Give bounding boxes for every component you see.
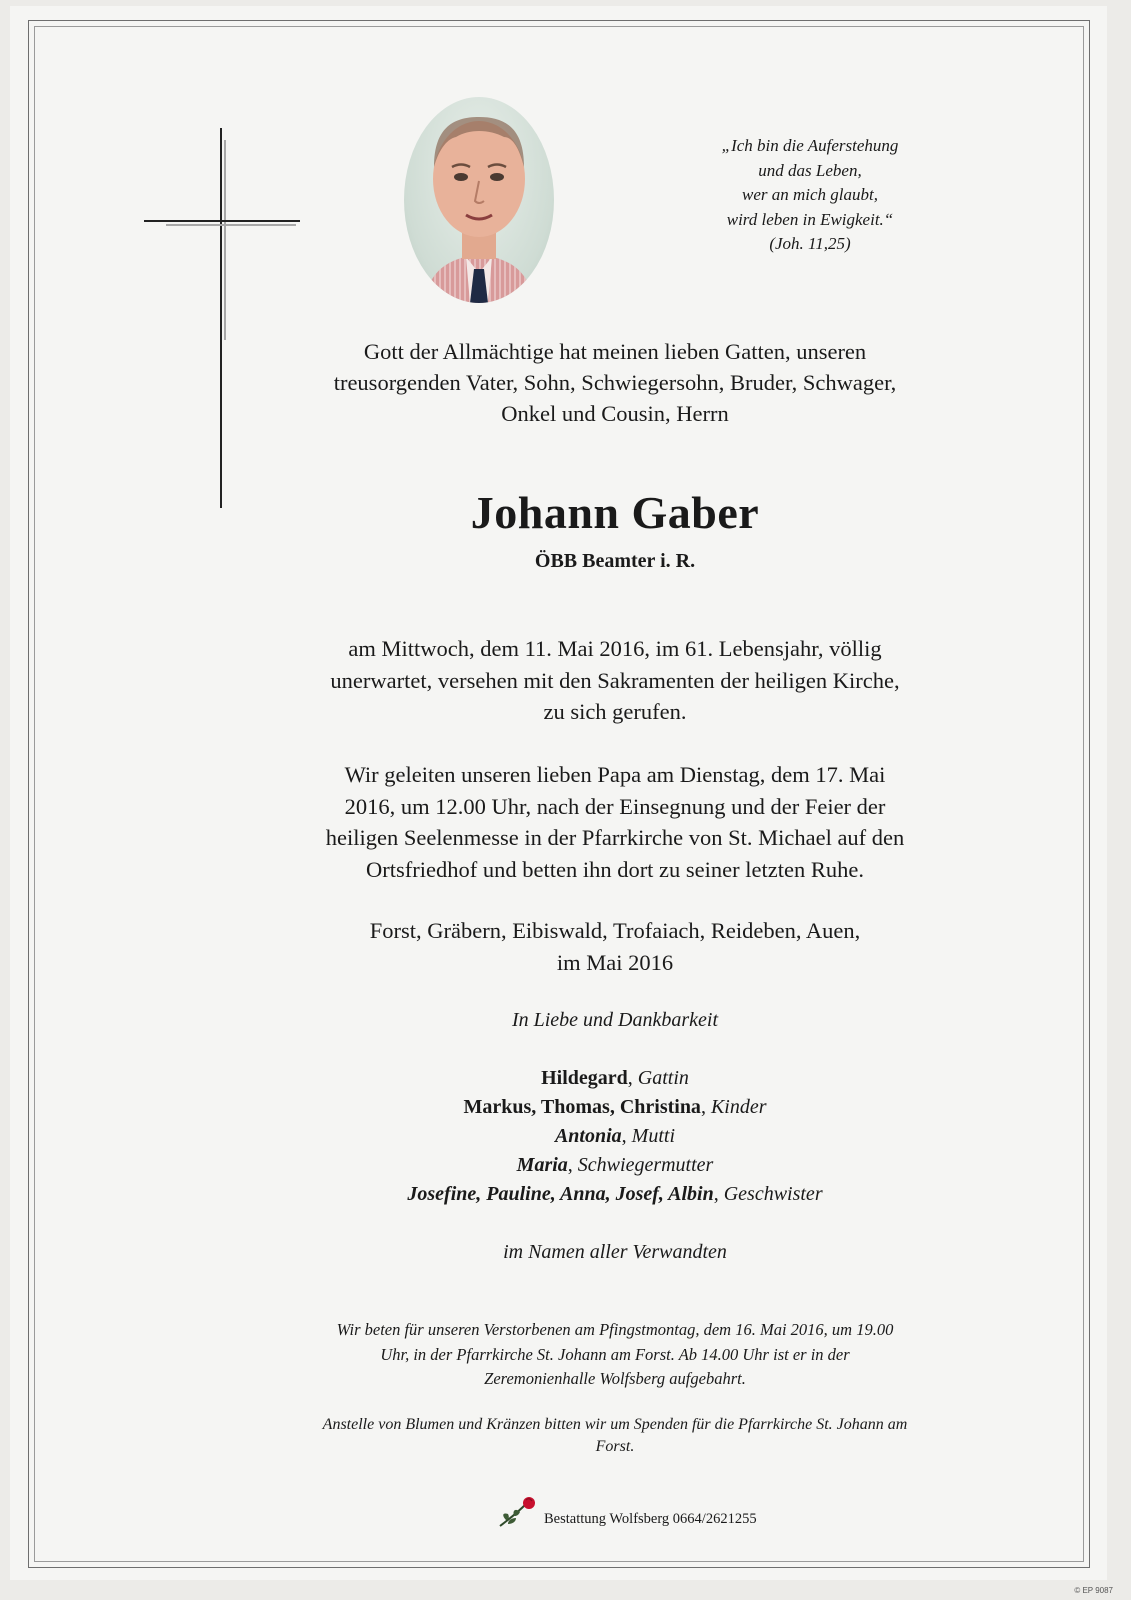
intro-text (250, 336, 980, 429)
funeral-line: 2016, um 12.00 Uhr, nach der Einsegnung und der Feier der (344, 793, 886, 819)
intro-line: Gott der Allmächtige hat meinen lieben Gatten, unseren (363, 339, 867, 364)
quote-line: wer an mich glaubt, (742, 185, 878, 204)
announcement-line: unerwartet, versehen mit den Sakramenten der heiligen Kirche, (330, 667, 900, 693)
donation-note (240, 1414, 990, 1458)
mourner-relation: Mutti (631, 1125, 676, 1147)
mourner-names: Maria (516, 1154, 568, 1176)
quote-line: „Ich bin die Auferstehung (721, 136, 899, 155)
mourner-names: Markus, Thomas, Christina (463, 1096, 701, 1118)
donation-line: Forst. (595, 1438, 635, 1455)
rose-icon (496, 1494, 538, 1528)
funeral-home-footer (496, 1492, 757, 1528)
mourner-relation: Kinder (710, 1096, 767, 1118)
thanks-line: In Liebe und Dankbarkeit (511, 1009, 719, 1031)
funeral-line: Ortsfriedhof und betten ihn dort zu seiner letzten Ruhe. (366, 856, 864, 882)
mourner-relation: Schwiegermutter (577, 1154, 714, 1176)
mourner-row: Maria, Schwiegermutter (516, 1154, 714, 1176)
funeral-details (250, 759, 980, 885)
funeral-home-contact: Bestattung Wolfsberg 0664/2621255 (544, 1511, 757, 1527)
portrait-photo (404, 97, 554, 303)
funeral-line: heiligen Seelenmesse in der Pfarrkirche von St. Michael auf den (325, 825, 905, 850)
mourner-names: Antonia (554, 1125, 622, 1147)
places-line: Forst, Gräbern, Eibiswald, Trofaiach, Reideben, Auen, (369, 918, 861, 943)
deceased-name: Johann Gaber (470, 487, 760, 538)
announcement-line: am Mittwoch, dem 11. Mai 2016, im 61. Lebensjahr, völlig (348, 636, 882, 661)
mourner-row: Josefine, Pauline, Anna, Josef, Albin, Geschwister (407, 1183, 823, 1205)
print-code: © EP 9087 (1074, 1586, 1113, 1595)
death-announcement (250, 633, 980, 728)
prayer-line: Zeremonienhalle Wolfsberg aufgebahrt. (484, 1369, 746, 1388)
mourner-relation: Gattin (637, 1067, 689, 1089)
donation-line: Anstelle von Blumen und Kränzen bitten wir um Spenden für die Pfarrkirche St. Johann am (322, 1416, 908, 1433)
intro-line: treusorgenden Vater, Sohn, Schwiegersohn, Bruder, Schwager, (333, 370, 897, 395)
deceased-title: ÖBB Beamter i. R. (534, 550, 696, 572)
quote-line: und das Leben, (758, 160, 862, 180)
mourner-names: Hildegard (541, 1067, 628, 1089)
mourner-relation: Geschwister (723, 1183, 823, 1205)
announcement-line: zu sich gerufen. (543, 699, 687, 724)
funeral-line: Wir geleiten unseren lieben Papa am Dienstag, dem 17. Mai (344, 762, 886, 787)
mourner-row: Markus, Thomas, Christina, Kinder (463, 1096, 767, 1118)
cross-icon (144, 128, 304, 508)
bible-quote (680, 134, 940, 257)
mourner-row: Antonia, Mutti (554, 1125, 676, 1147)
mourner-row: Hildegard, Gattin (541, 1067, 689, 1089)
prayer-note (240, 1318, 990, 1392)
mourners-list (250, 1064, 980, 1209)
mourner-names: Josefine, Pauline, Anna, Josef, Albin (407, 1183, 714, 1205)
quote-reference: (Joh. 11,25) (769, 234, 851, 253)
quote-line: wird leben in Ewigkeit.“ (726, 209, 894, 229)
prayer-line: Wir beten für unseren Verstorbenen am Pfingstmontag, dem 16. Mai 2016, um 19.00 (336, 1320, 894, 1339)
date-line: im Mai 2016 (556, 949, 674, 975)
relatives-line: im Namen aller Verwandten (503, 1241, 727, 1263)
intro-line: Onkel und Cousin, Herrn (501, 401, 729, 426)
prayer-line: Uhr, in der Pfarrkirche St. Johann am Forst. Ab 14.00 Uhr ist er in der (380, 1344, 850, 1364)
place-date (250, 915, 980, 978)
